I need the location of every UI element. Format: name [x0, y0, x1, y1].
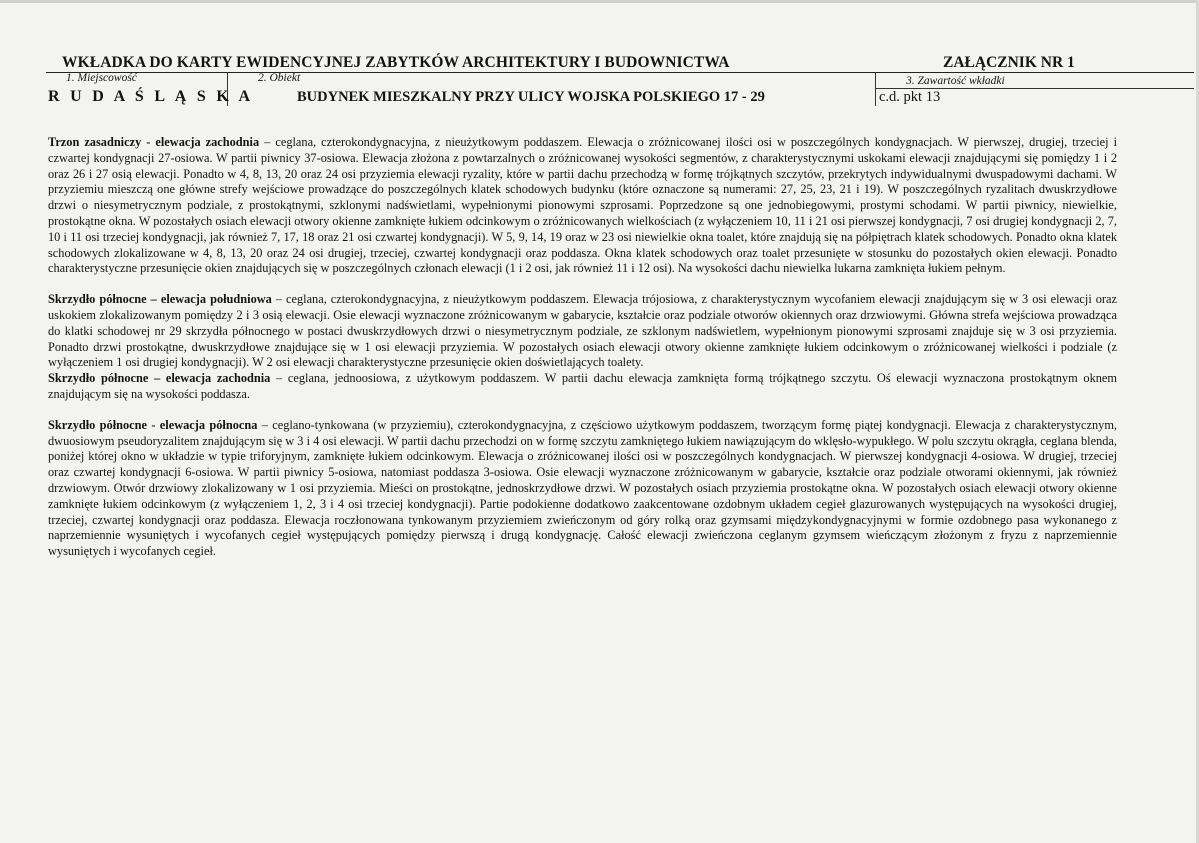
section-paragraph — [48, 418, 1117, 560]
section-heading: Trzon zasadniczy - elewacja zachodnia — [48, 135, 260, 149]
location-label: 1. Miejscowość — [66, 72, 137, 84]
scan-edge-top — [0, 0, 1199, 3]
section-text: – ceglana, czterokondygnacyjna, z nieużytkowym poddaszem. Elewacja o zróżnicowanej ilości osi w poszczególnych kondygnacjach. W pierwszej, drugiej, trzeciej i czwartej kondygnacji 27-osiowa. W partii piwnicy 37-osiowa. Elewacja złożona z powtarzalnych o zróżnicowanej wysokości segmentów, z charakterystycznymi uskokami elewacji znajdującymi się pomiędzy 1 i 2 oraz 26 i 27 osią elewacji. Ponadto w 4, 8, 13, 20 oraz 24 osi przyziemia elewacji ryzality, które w partii dachu przechodzą w formę trójkątnych szczytów, przekrytych indywidualnymi dwuspadowymi dachami. W przyziemiu mieszczą one główne strefy wejściowe prowadzące do poszczególnych klatek schodowych budynku (które oznaczone są numerami: 27, 25, 23, 21 i 19). W poszczególnych ryzalitach dwuskrzydłowe drzwi o niesymetrycznym podziale, z prostokątnymi, szklonymi nadświetlami, wypełnionymi pionowymi szprosami. Poprzedzone są one jednobiegowymi, prostymi schodami. W partii piwnicy, niewielkie, prostokątne okna. W pozostałych osiach elewacji otwory okienne zamknięte łukiem odcinkowym o zróżnicowanych wielkościach (z wyłączeniem 10, 11 i 21 osi pierwszej kondygnacji, 7 osi drugiej kondygnacji 2, 7, 10 i 11 osi trzeciej kondygnacji, jak również 7, 17, 18 oraz 21 osi czwartej kondygnacji). W 5, 9, 14, 19 oraz w 23 osi niewielkie okna toalet, które znajdują się na półpiętrach klatek schodowych. Ponadto okna klatek schodowych zlokalizowane w 4, 8, 13, 20 oraz 24 osi drugiej, trzeciej, czwartej kondygnacji oraz poddasza. Okna klatek schodowych oraz toalet przesunięte w stosunku do pozostałych okien elewacji. Ponadto charakterystyczne przesunięcie okien znajdujących się w poszczególnych członach elewacji (1 i 2 osi, jak również 11 i 12 osi). Na wysokości dachu niewielka lukarna zamknięta łukiem pełnym. — [48, 135, 1118, 276]
header-rule — [46, 72, 1194, 73]
section-text: – ceglana, czterokondygnacyjna, z nieużytkowym poddaszem. Elewacja trójosiowa, z charakterystycznym wycofaniem elewacji znajdującym się w 3 osi elewacji oraz uskokiem zlokalizowanym pomiędzy 2 i 3 osią elewacji. Osie elewacji wyznaczone zróżnicowanym w gabarycie, kształcie oraz podziale otworów okiennych oraz drzwiowymi. Główna strefa wejściowa prowadząca do klatki schodowej nr 29 skrzydła północnego w postaci dwuskrzydłowych drzwi o niesymetrycznym podziale, ze szklonym nadświetlem, wypełnionym pionowymi szprosami znajduje się w 3 osi przyziemia. Ponadto drzwi prostokątne, dwuskrzydłowe znajdujące się w 1 osi elewacji przyziemia. W pozostałych osiach elewacji otwory okienne zamknięte łukiem odcinkowym o zróżnicowanej wielkości i podziale (z wyłączeniem 1 osi drugiej kondygnacji). W 2 osi elewacji charakterystyczne przesunięcie okien doświetlających toalety. — [48, 292, 1117, 370]
section-text: – ceglana, jednoosiowa, z użytkowym poddaszem. W partii dachu elewacja zamknięta formą trójkątnego szczytu. Oś elewacji wyznaczona prostokątnym oknem znajdującym się na wysokości poddasza. — [48, 371, 1117, 401]
object-label: 2. Obiekt — [258, 72, 301, 84]
section-heading: Skrzydło północne – elewacja południowa — [48, 292, 272, 307]
section-paragraph — [48, 292, 1117, 371]
field-divider-2 — [875, 72, 876, 106]
section-paragraph — [48, 135, 1117, 277]
contents-label: 3. Zawartość wkładki — [906, 75, 1005, 87]
section-text: – ceglano-tynkowana (w przyziemiu), czterokondygnacyjna, z częściowo użytkowym poddaszem, tworzącym formę piątej kondygnacji. Elewacja z charakterystycznym, dwuosiowym pseudoryzalitem znajdującym się w 3 i 4 osi elewacji. W partii dachu przechodzi on w formę szczytu zamkniętego łukiem nawiązującym do wklęsło-wypukłego. W polu szczytu okrągła, ceglana blenda, poniżej której okno w układzie w typie triforyjnym, zamknięte łukiem odcinkowym. Elewacja o zróżnicowanej ilości osi w poszczególnych kondygnacjach. W pierwszej kondygnacji 4-osiowa. W drugiej, trzeciej oraz czwartej kondygnacji 6-osiowa. W partii piwnicy 5-osiowa, natomiast poddasza 3-osiowa. Osie elewacji wyznaczone zróżnicowanym w gabarycie, kształcie oraz podziale otworami okiennymi, jak również drzwiowym. Otwór drzwiowy zlokalizowany w 1 osi przyziemia. Mieści on prostokątne, jednoskrzydłowe drzwi. W pozostałych osiach przyziemia prostokątne okna. W pozostałych osiach elewacji otwory okienne zamknięte łukiem odcinkowym (z wyłączeniem 1, 2, 3 i 4 osi trzeciej kondygnacji). Partie podokienne dodatkowo zaakcentowane ozdobnym układem cegieł glazurowanych występujących na wysokości drugiej, trzeciej, czwartej kondygnacji oraz poddasza. Elewacja roczłonowana tynkowanym przyziemiem zwieńczonym od góry rolką oraz gzymsami międzykondygnacyjnymi w formie ozdobnego pasa wykonanego z naprzemiennie wysuniętych i wycofanych cegieł występujących pomiędzy pierwszą i drugą kondygnację. Całość elewacji zwieńczona ceglanym gzymsem wieńczącym złożonym z fryzu z naprzemiennie wysuniętych i wycofanych cegieł. — [48, 417, 1118, 559]
location-value: R U D A Ś L Ą S K A — [48, 88, 254, 105]
contents-value: c.d. pkt 13 — [879, 89, 941, 105]
attachment-number: ZAŁĄCZNIK NR 1 — [943, 54, 1075, 71]
section-paragraph — [48, 371, 1117, 403]
document-title: WKŁADKA DO KARTY EWIDENCYJNEJ ZABYTKÓW ARCHITEKTURY I BUDOWNICTWA — [62, 54, 730, 71]
section-heading: Skrzydło północne – elewacja zachodnia — [48, 371, 271, 386]
section-heading: Skrzydło północne - elewacja północna — [48, 417, 258, 432]
object-value: BUDYNEK MIESZKALNY PRZY ULICY WOJSKA POLSKIEGO 17 - 29 — [297, 89, 765, 105]
document-body — [48, 135, 1117, 560]
